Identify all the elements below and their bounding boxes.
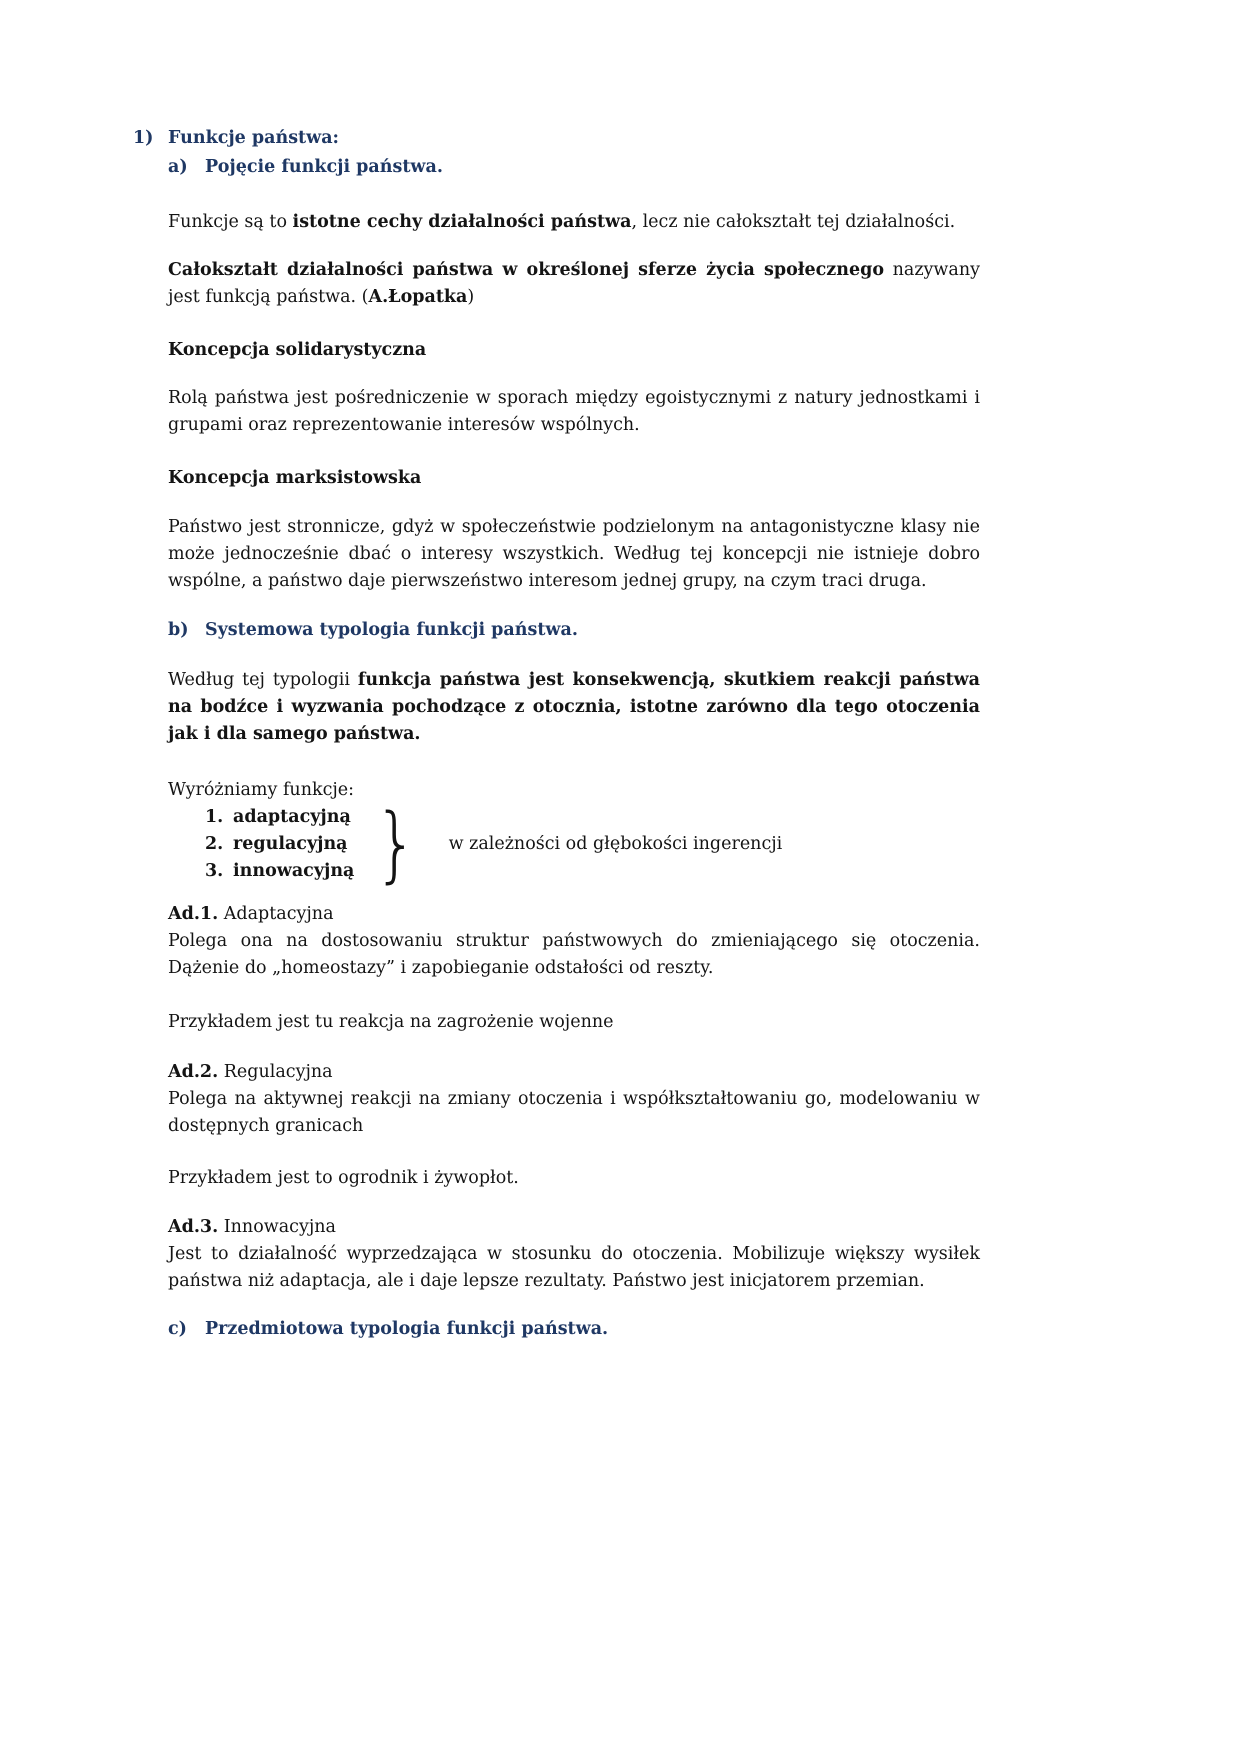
function-list <box>205 804 354 885</box>
heading-text: Przedmiotowa typologia funkcji państwa. <box>205 1319 609 1339</box>
list-item-text: innowacyjną <box>233 861 355 881</box>
ad1-title: Adaptacyjna <box>218 904 334 924</box>
ad1-label: Ad.1. <box>168 904 219 924</box>
list-item-adaptacyjna <box>205 804 354 831</box>
heading-letter: b) <box>168 620 189 640</box>
heading-funkcje-panstwa <box>133 125 980 152</box>
list-item-number: 2. <box>205 834 224 854</box>
list-item-number: 1. <box>205 807 224 827</box>
heading-letter: a) <box>168 157 188 177</box>
ad3-body: Jest to działalność wyprzedzająca w stosunku do otoczenia. Mobilizuje większy wysiłek państwa niż adaptacja, ale i daje lepsze rezultaty. Państwo jest inicjatorem przemian. <box>168 1244 980 1291</box>
heading-text: Systemowa typologia funkcji państwa. <box>205 620 578 640</box>
ad3-title: Innowacyjna <box>218 1217 336 1237</box>
ad2-heading <box>168 1059 980 1086</box>
ad1-body: Polega ona na dostosowaniu struktur państwowych do zmieniającego się otoczenia. Dążenie do „homeostazy” i zapobieganie odstałości od reszty. <box>168 931 980 978</box>
heading-koncepcja-solidarystyczna: Koncepcja solidarystyczna <box>168 340 427 360</box>
ad3-heading <box>168 1214 980 1241</box>
heading-koncepcja-marksistowska: Koncepcja marksistowska <box>168 468 422 488</box>
ad2-label: Ad.2. <box>168 1062 219 1082</box>
list-item-text: adaptacyjną <box>233 807 351 827</box>
heading-text: Pojęcie funkcji państwa. <box>205 157 443 177</box>
list-item-number: 3. <box>205 861 224 881</box>
paragraph-marksistowska: Państwo jest stronnicze, gdyż w społeczeństwie podzielonym na antagonistyczne klasy nie może jednocześnie dbać o interesy wszystkich. Według tej koncepcji nie istnieje dobro wspólne, a państwo daje pierwszeństwo interesom jednej grupy, na czym traci druga. <box>168 517 980 591</box>
paragraph-wyrozniamy: Wyróżniamy funkcje: <box>168 780 355 800</box>
heading-systemowa-typologia <box>168 617 980 644</box>
ad2-body: Polega na aktywnej reakcji na zmiany otoczenia i współkształtowaniu go, modelowaniu w dostępnych granicach <box>168 1089 980 1136</box>
ad1-block <box>168 901 980 982</box>
list-item-text: regulacyjną <box>233 834 348 854</box>
ad3-label: Ad.3. <box>168 1217 219 1237</box>
heading-pojecie-funkcji <box>168 154 980 181</box>
document-content <box>133 125 980 1343</box>
ad2-title: Regulacyjna <box>218 1062 333 1082</box>
heading-number: 1) <box>133 128 154 148</box>
brace-note: w zależności od głębokości ingerencji <box>448 834 783 854</box>
paragraph-przyklad-ogrodnik: Przykładem jest to ogrodnik i żywopłot. <box>168 1168 519 1188</box>
ad3-block <box>168 1214 980 1295</box>
heading-przedmiotowa-typologia <box>168 1316 980 1343</box>
ad1-heading <box>168 901 980 928</box>
function-list-row <box>168 796 980 892</box>
paragraph-solidarystyczna: Rolą państwa jest pośredniczenie w sporach między egoistycznymi z natury jednostkami i grupami oraz reprezentowanie interesów wspólnych. <box>168 388 980 435</box>
heading-text: Funkcje państwa: <box>168 128 340 148</box>
paragraph-typologia: Według tej typologii funkcja państwa jest konsekwencją, skutkiem reakcji państwa na bodźce i wyzwania pochodzące z otocznia, istotne zarówno dla tego otoczenia jak i dla samego państwa. <box>168 670 980 744</box>
ad2-block <box>168 1059 980 1140</box>
heading-letter: c) <box>168 1319 187 1339</box>
list-item-innowacyjna <box>205 858 354 885</box>
list-item-regulacyjna <box>205 831 354 858</box>
paragraph-calkoksztalt: Całokształt działalności państwa w określonej sferze życia społecznego nazywany jest funkcją państwa. (A.Łopatka) <box>168 260 980 307</box>
paragraph-przyklad-wojenne: Przykładem jest tu reakcja na zagrożenie wojenne <box>168 1012 614 1032</box>
brace-glyph: } <box>374 796 419 892</box>
paragraph-funkcje-definicja: Funkcje są to istotne cechy działalności państwa, lecz nie całokształt tej działalności. <box>168 212 956 232</box>
